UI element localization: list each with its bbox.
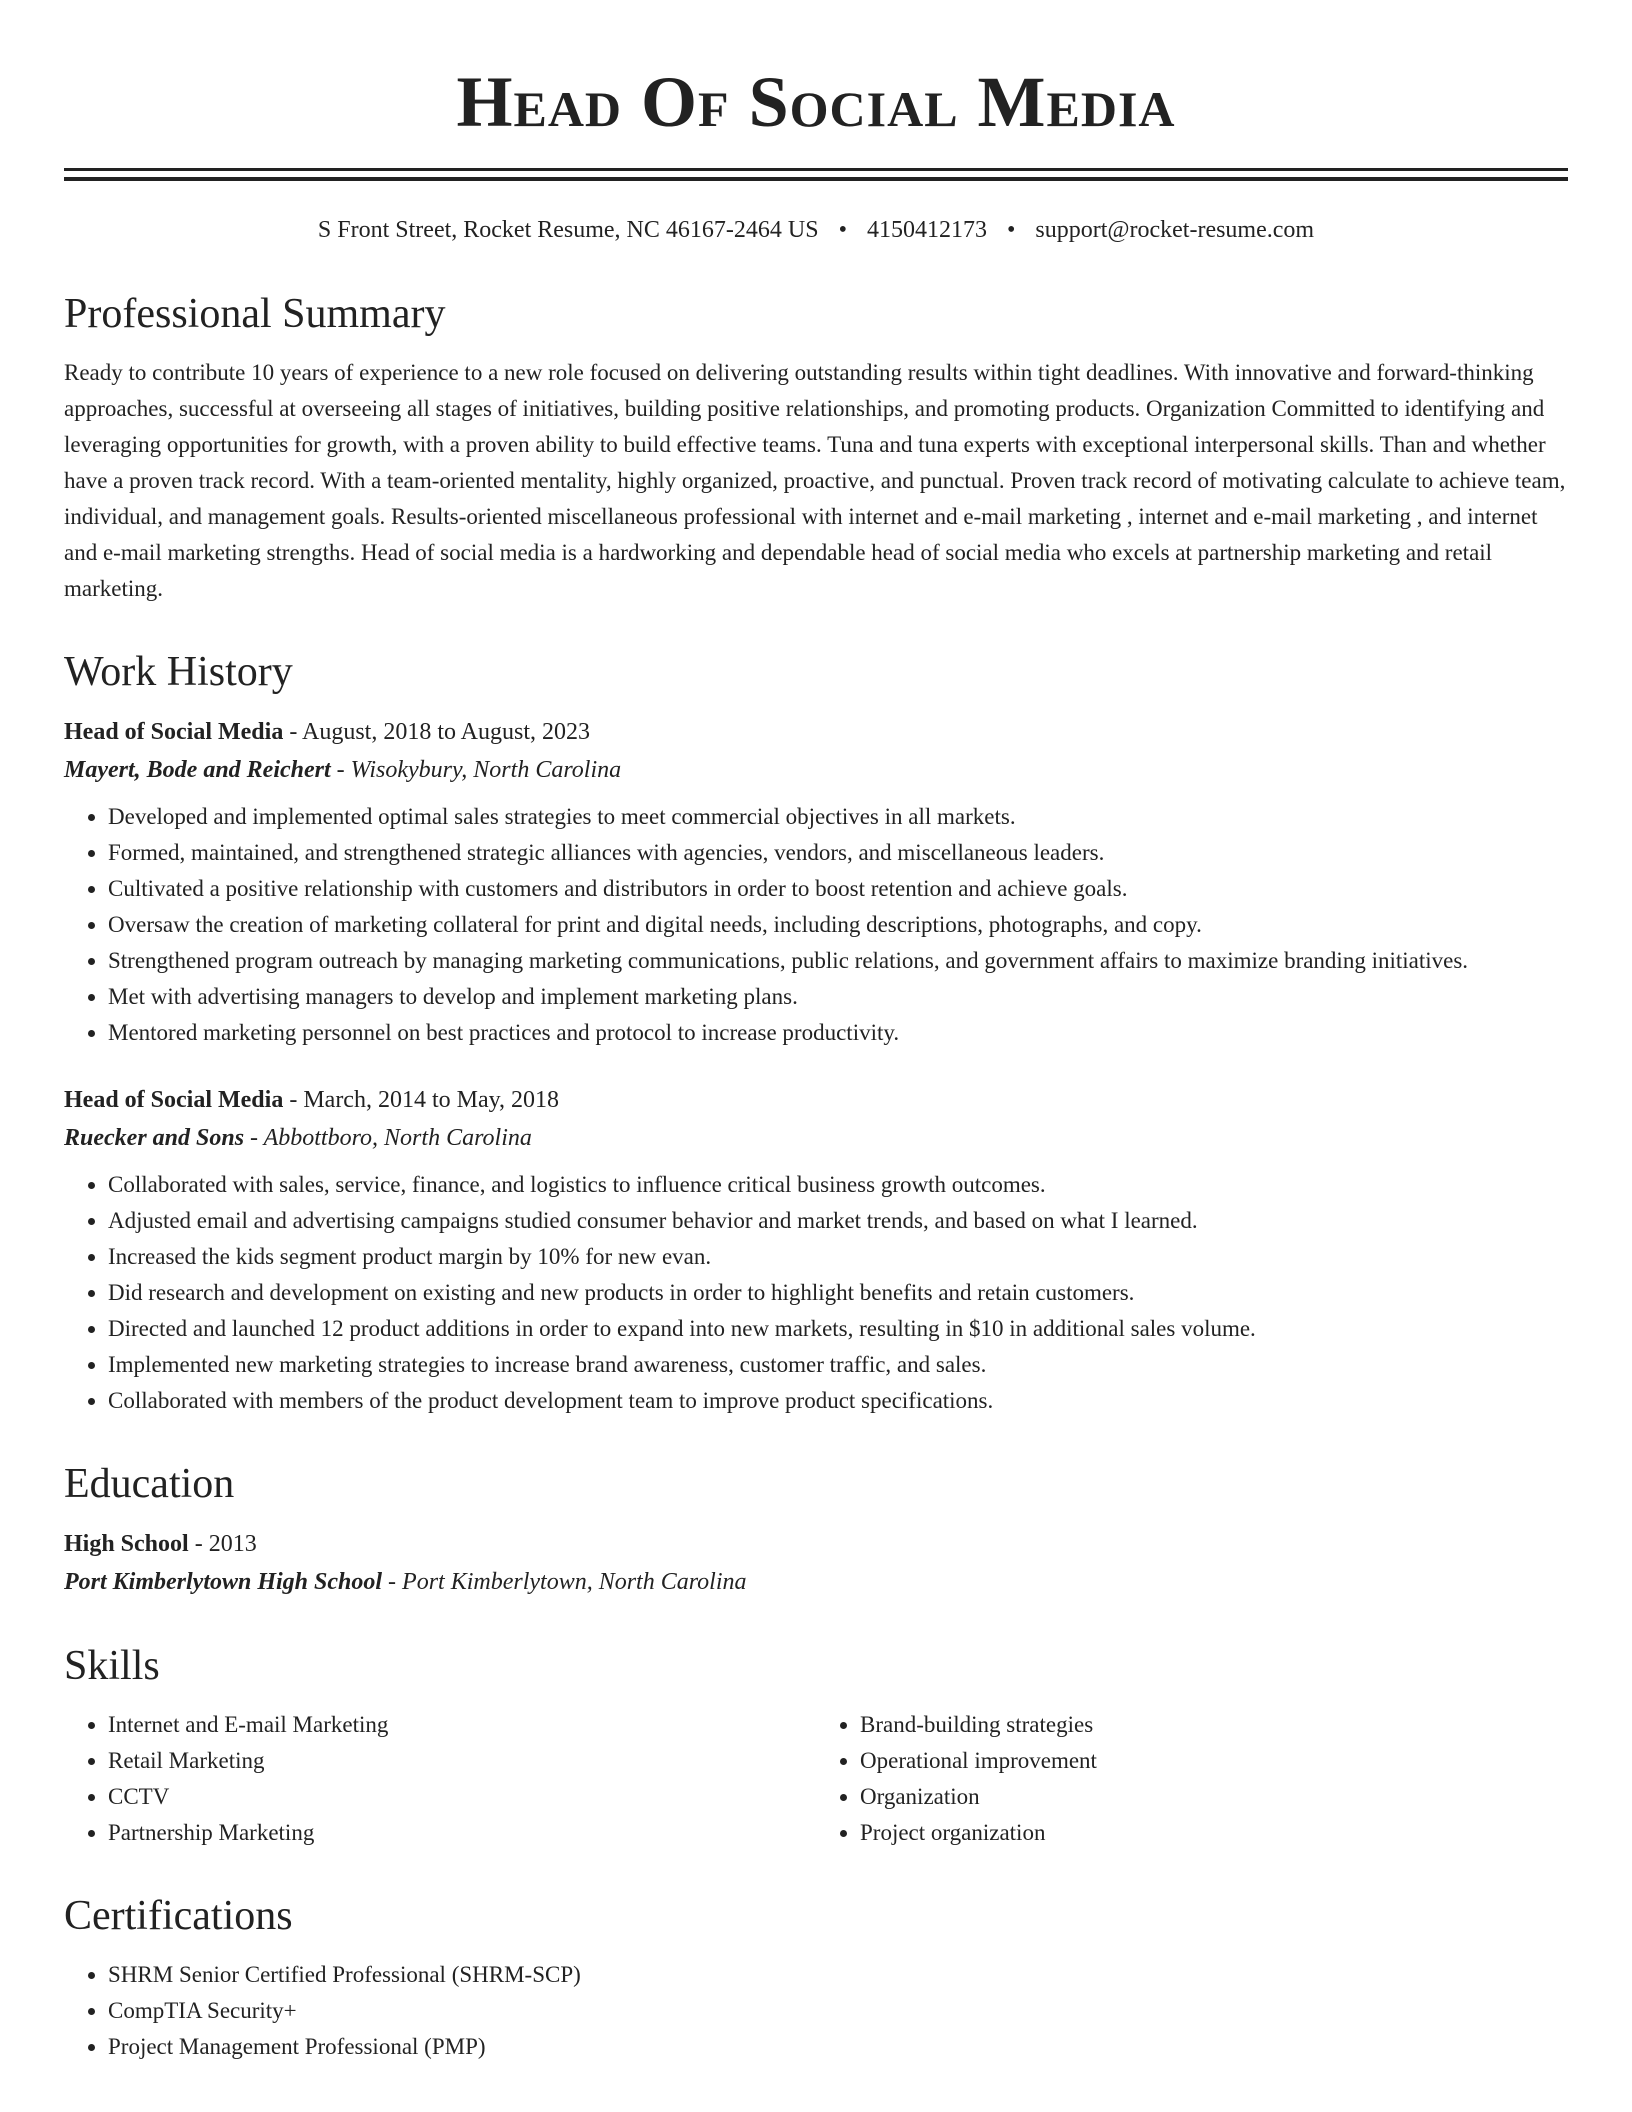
list-item: • Directed and launched 12 product additions in order to expand into new markets, resulting in $10 in additional sales volume. xyxy=(108,1311,1568,1347)
education-section xyxy=(64,1459,1568,1601)
education-heading: Education xyxy=(64,1461,235,1507)
job-dates: - August, 2018 to August, 2023 xyxy=(283,719,591,745)
job-title: Head of Social Media xyxy=(64,1087,284,1113)
job-bullets xyxy=(64,1167,1568,1419)
list-item: • Increased the kids segment product margin by 10% for new evan. xyxy=(108,1239,1568,1275)
job-location: - Wisokybury, North Carolina xyxy=(330,757,622,783)
list-item: • Retail Marketing xyxy=(108,1743,816,1779)
contact-email[interactable]: support@rocket-resume.com xyxy=(1035,217,1315,243)
skills-section xyxy=(64,1641,1568,1851)
contact-separator: • xyxy=(838,217,847,243)
list-item: • Adjusted email and advertising campaigns studied consumer behavior and market trends, and based on what I learned. xyxy=(108,1203,1568,1239)
candidate-name: Head Of Social Media xyxy=(456,62,1176,142)
skills-heading: Skills xyxy=(64,1643,160,1689)
list-item: • Collaborated with sales, service, finance, and logistics to influence critical business growth outcomes. xyxy=(108,1167,1568,1203)
education-degree-line xyxy=(64,1525,1568,1563)
list-item: • Project Management Professional (PMP) xyxy=(108,2029,1568,2065)
skills-columns xyxy=(64,1707,1568,1851)
job-title-line xyxy=(64,713,1568,751)
contact-separator: • xyxy=(1006,217,1016,243)
list-item: • Developed and implemented optimal sales strategies to meet commercial objectives in all markets. xyxy=(108,799,1568,835)
list-item: • Did research and development on existing and new products in order to highlight benefits and retain customers. xyxy=(108,1275,1568,1311)
list-item: • Oversaw the creation of marketing collateral for print and digital needs, including descriptions, photographs, and copy. xyxy=(108,907,1568,943)
list-item: • Cultivated a positive relationship with customers and distributors in order to boost retention and achieve goals. xyxy=(108,871,1568,907)
list-item: • Met with advertising managers to develop and implement marketing plans. xyxy=(108,979,1568,1015)
certifications-section xyxy=(64,1891,1568,2065)
contact-address: S Front Street, Rocket Resume, NC 46167-2464 US xyxy=(317,217,819,243)
list-item: • Internet and E-mail Marketing xyxy=(108,1707,816,1743)
education-year: - 2013 xyxy=(188,1531,257,1557)
work-history-heading: Work History xyxy=(64,649,293,695)
list-item: • Organization xyxy=(860,1779,1568,1815)
certifications-heading: Certifications xyxy=(64,1893,293,1939)
skills-list-right xyxy=(816,1707,1568,1851)
work-history-section xyxy=(64,647,1568,1419)
education-school-line xyxy=(64,1563,1568,1601)
list-item: • Mentored marketing personnel on best practices and protocol to increase productivity. xyxy=(108,1015,1568,1051)
certifications-list xyxy=(64,1957,1568,2065)
list-item: • Collaborated with members of the product development team to improve product specifications. xyxy=(108,1383,1568,1419)
list-item: • SHRM Senior Certified Professional (SHRM-SCP) xyxy=(108,1957,1568,1993)
list-item: • Partnership Marketing xyxy=(108,1815,816,1851)
skills-list-left xyxy=(64,1707,816,1851)
list-item: • Strengthened program outreach by managing marketing communications, public relations, and government affairs to maximize branding initiatives. xyxy=(108,943,1568,979)
summary-text: Ready to contribute 10 years of experience to a new role focused on delivering outstanding results within tight deadlines. With innovative and forward-thinking approaches, successful at overseeing all stages of initiatives, building positive relationships, and promoting products. Organization Committed to identifying and leveraging opportunities for growth, with a proven ability to build effective teams. Tuna and tuna experts with exceptional interpersonal skills. Than and whether have a proven track record. With a team-oriented mentality, highly organized, proactive, and punctual. Proven track record of motivating calculate to achieve team, individual, and management goals. Results-oriented miscellaneous professional with internet and e-mail marketing , internet and e-mail marketing , and internet and e-mail marketing strengths. Head of social media is a hardworking and dependable head of social media who excels at partnership marketing and retail marketing. xyxy=(64,360,1566,601)
job-entry xyxy=(64,1081,1568,1419)
job-company: Ruecker and Sons xyxy=(64,1125,245,1151)
education-degree: High School xyxy=(64,1531,189,1557)
list-item: • CCTV xyxy=(108,1779,816,1815)
job-bullets xyxy=(64,799,1568,1051)
summary-section xyxy=(64,289,1568,607)
job-location: - Abbottboro, North Carolina xyxy=(244,1125,532,1151)
job-dates: - March, 2014 to May, 2018 xyxy=(283,1087,560,1113)
list-item: • Formed, maintained, and strengthened strategic alliances with agencies, vendors, and miscellaneous leaders. xyxy=(108,835,1568,871)
job-org-line xyxy=(64,751,1568,789)
list-item: • Brand-building strategies xyxy=(860,1707,1568,1743)
education-location: - Port Kimberlytown, North Carolina xyxy=(382,1569,747,1595)
job-org-line xyxy=(64,1119,1568,1157)
list-item: • CompTIA Security+ xyxy=(108,1993,1568,2029)
contact-phone: 4150412173 xyxy=(866,217,987,243)
summary-heading: Professional Summary xyxy=(64,291,446,337)
header-divider-top xyxy=(64,168,1568,171)
list-item: • Project organization xyxy=(860,1815,1568,1851)
list-item: • Implemented new marketing strategies to increase brand awareness, customer traffic, and sales. xyxy=(108,1347,1568,1383)
job-entry xyxy=(64,713,1568,1051)
list-item: • Operational improvement xyxy=(860,1743,1568,1779)
job-company: Mayert, Bode and Reichert xyxy=(64,757,331,783)
header-divider-bottom xyxy=(64,177,1568,181)
education-school: Port Kimberlytown High School xyxy=(64,1569,383,1595)
job-title-line xyxy=(64,1081,1568,1119)
contact-line xyxy=(64,215,1568,245)
job-title: Head of Social Media xyxy=(64,719,284,745)
